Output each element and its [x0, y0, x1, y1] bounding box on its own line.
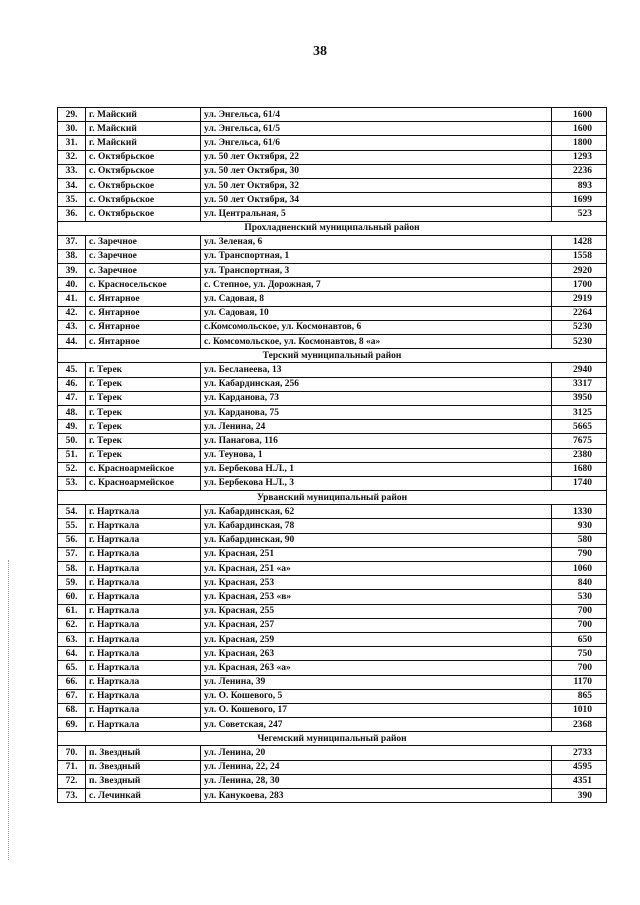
- row-number: 50.: [58, 434, 86, 448]
- settlement-cell: г. Нарткала: [86, 618, 201, 632]
- address-cell: ул. Красная, 259: [201, 632, 552, 646]
- settlement-cell: с. Янтарное: [86, 335, 201, 349]
- row-number: 60.: [58, 590, 86, 604]
- address-table: [57, 107, 607, 803]
- table-row: [58, 519, 607, 533]
- table-row: [58, 703, 607, 717]
- settlement-cell: г. Нарткала: [86, 576, 201, 590]
- row-number: 48.: [58, 405, 86, 419]
- settlement-cell: г. Терек: [86, 363, 201, 377]
- address-cell: ул. 50 лет Октября, 22: [201, 150, 552, 164]
- settlement-cell: г. Нарткала: [86, 647, 201, 661]
- address-cell: ул. Красная, 263: [201, 647, 552, 661]
- settlement-cell: г. Нарткала: [86, 632, 201, 646]
- row-number: 73.: [58, 789, 86, 803]
- address-cell: ул. Карданова, 75: [201, 405, 552, 419]
- row-number: 71.: [58, 760, 86, 774]
- district-name: Урванский муниципальный район: [58, 491, 607, 505]
- address-cell: с. Степное, ул. Дорожная, 7: [201, 278, 552, 292]
- table-row: [58, 377, 607, 391]
- table-row: [58, 320, 607, 334]
- settlement-cell: г. Нарткала: [86, 519, 201, 533]
- row-number: 51.: [58, 448, 86, 462]
- address-cell: ул. 50 лет Октября, 32: [201, 178, 552, 192]
- row-number: 44.: [58, 335, 86, 349]
- table-row: [58, 689, 607, 703]
- value-cell: 1010: [552, 703, 607, 717]
- value-cell: 5230: [552, 335, 607, 349]
- value-cell: 530: [552, 590, 607, 604]
- value-cell: 865: [552, 689, 607, 703]
- address-cell: ул. О. Кошевого, 5: [201, 689, 552, 703]
- address-cell: ул. Красная, 263 «а»: [201, 661, 552, 675]
- settlement-cell: г. Нарткала: [86, 718, 201, 732]
- row-number: 64.: [58, 647, 86, 661]
- address-cell: ул. 50 лет Октября, 30: [201, 164, 552, 178]
- row-number: 36.: [58, 207, 86, 221]
- settlement-cell: с. Красноармейское: [86, 462, 201, 476]
- table-body: [58, 108, 607, 803]
- table-row: [58, 505, 607, 519]
- value-cell: 4351: [552, 774, 607, 788]
- value-cell: 1293: [552, 150, 607, 164]
- address-cell: ул. Бербекова Н.Л., 3: [201, 476, 552, 490]
- address-cell: ул. Кабардинская, 78: [201, 519, 552, 533]
- value-cell: 3950: [552, 391, 607, 405]
- value-cell: 2380: [552, 448, 607, 462]
- value-cell: 3317: [552, 377, 607, 391]
- row-number: 53.: [58, 476, 86, 490]
- address-cell: ул. Панагова, 116: [201, 434, 552, 448]
- settlement-cell: с. Янтарное: [86, 306, 201, 320]
- row-number: 54.: [58, 505, 86, 519]
- row-number: 63.: [58, 632, 86, 646]
- settlement-cell: г. Нарткала: [86, 505, 201, 519]
- address-cell: ул. Красная, 257: [201, 618, 552, 632]
- table-row: [58, 448, 607, 462]
- district-header-row: [58, 491, 607, 505]
- address-cell: ул. Кабардинская, 90: [201, 533, 552, 547]
- value-cell: 1600: [552, 108, 607, 122]
- row-number: 62.: [58, 618, 86, 632]
- settlement-cell: г. Терек: [86, 405, 201, 419]
- settlement-cell: с. Октябрьское: [86, 164, 201, 178]
- table-row: [58, 136, 607, 150]
- row-number: 67.: [58, 689, 86, 703]
- address-cell: ул. Ленина, 24: [201, 420, 552, 434]
- value-cell: 1428: [552, 235, 607, 249]
- value-cell: 2264: [552, 306, 607, 320]
- row-number: 72.: [58, 774, 86, 788]
- settlement-cell: г. Терек: [86, 434, 201, 448]
- address-cell: ул. Энгельса, 61/4: [201, 108, 552, 122]
- address-cell: ул. Энгельса, 61/5: [201, 122, 552, 136]
- settlement-cell: г. Нарткала: [86, 689, 201, 703]
- table-row: [58, 420, 607, 434]
- value-cell: 2368: [552, 718, 607, 732]
- address-cell: ул. Ленина, 39: [201, 675, 552, 689]
- row-number: 31.: [58, 136, 86, 150]
- table-row: [58, 760, 607, 774]
- row-number: 66.: [58, 675, 86, 689]
- value-cell: 930: [552, 519, 607, 533]
- address-cell: ул. Зеленая, 6: [201, 235, 552, 249]
- table-row: [58, 122, 607, 136]
- row-number: 56.: [58, 533, 86, 547]
- value-cell: 700: [552, 618, 607, 632]
- value-cell: 1699: [552, 193, 607, 207]
- table-row: [58, 718, 607, 732]
- row-number: 38.: [58, 249, 86, 263]
- table-row: [58, 675, 607, 689]
- table-row: [58, 164, 607, 178]
- settlement-cell: с. Октябрьское: [86, 178, 201, 192]
- settlement-cell: г. Нарткала: [86, 590, 201, 604]
- value-cell: 2920: [552, 264, 607, 278]
- address-cell: с. Комсомольское, ул. Космонавтов, 8 «а»: [201, 335, 552, 349]
- value-cell: 790: [552, 547, 607, 561]
- settlement-cell: г. Майский: [86, 108, 201, 122]
- table-row: [58, 150, 607, 164]
- row-number: 32.: [58, 150, 86, 164]
- address-cell: ул. Советская, 247: [201, 718, 552, 732]
- row-number: 57.: [58, 547, 86, 561]
- row-number: 68.: [58, 703, 86, 717]
- table-row: [58, 108, 607, 122]
- district-name: Чегемский муниципальный район: [58, 732, 607, 746]
- address-cell: ул. Ленина, 22, 24: [201, 760, 552, 774]
- address-cell: ул. Красная, 253 «в»: [201, 590, 552, 604]
- value-cell: 1800: [552, 136, 607, 150]
- value-cell: 1170: [552, 675, 607, 689]
- table-row: [58, 632, 607, 646]
- table-row: [58, 278, 607, 292]
- value-cell: 840: [552, 576, 607, 590]
- settlement-cell: с. Октябрьское: [86, 150, 201, 164]
- value-cell: 700: [552, 604, 607, 618]
- district-header-row: [58, 221, 607, 235]
- table-row: [58, 193, 607, 207]
- value-cell: 5230: [552, 320, 607, 334]
- table-row: [58, 391, 607, 405]
- table-row: [58, 235, 607, 249]
- table-row: [58, 207, 607, 221]
- row-number: 59.: [58, 576, 86, 590]
- address-cell: ул. Красная, 255: [201, 604, 552, 618]
- settlement-cell: г. Нарткала: [86, 533, 201, 547]
- settlement-cell: с. Октябрьское: [86, 207, 201, 221]
- value-cell: 750: [552, 647, 607, 661]
- row-number: 69.: [58, 718, 86, 732]
- row-number: 55.: [58, 519, 86, 533]
- address-cell: ул. Транспортная, 1: [201, 249, 552, 263]
- settlement-cell: с. Заречное: [86, 264, 201, 278]
- address-cell: ул. Красная, 251 «а»: [201, 562, 552, 576]
- table-row: [58, 604, 607, 618]
- address-cell: ул. Бербекова Н.Л., 1: [201, 462, 552, 476]
- table-row: [58, 363, 607, 377]
- value-cell: 523: [552, 207, 607, 221]
- settlement-cell: с. Янтарное: [86, 320, 201, 334]
- settlement-cell: п. Звездный: [86, 760, 201, 774]
- address-cell: ул. Транспортная, 3: [201, 264, 552, 278]
- address-cell: ул. Садовая, 8: [201, 292, 552, 306]
- table-row: [58, 462, 607, 476]
- table-row: [58, 647, 607, 661]
- table-row: [58, 774, 607, 788]
- address-cell: ул. Бесланеева, 13: [201, 363, 552, 377]
- row-number: 43.: [58, 320, 86, 334]
- settlement-cell: с. Октябрьское: [86, 193, 201, 207]
- value-cell: 1558: [552, 249, 607, 263]
- settlement-cell: г. Майский: [86, 122, 201, 136]
- address-cell: ул. Кабардинская, 62: [201, 505, 552, 519]
- address-cell: ул. Энгельса, 61/6: [201, 136, 552, 150]
- settlement-cell: г. Майский: [86, 136, 201, 150]
- scan-margin-line: [8, 560, 10, 860]
- table-row: [58, 661, 607, 675]
- row-number: 37.: [58, 235, 86, 249]
- row-number: 65.: [58, 661, 86, 675]
- value-cell: 7675: [552, 434, 607, 448]
- row-number: 49.: [58, 420, 86, 434]
- value-cell: 5665: [552, 420, 607, 434]
- value-cell: 3125: [552, 405, 607, 419]
- table-row: [58, 590, 607, 604]
- value-cell: 650: [552, 632, 607, 646]
- table-row: [58, 562, 607, 576]
- settlement-cell: п. Звездный: [86, 774, 201, 788]
- settlement-cell: г. Нарткала: [86, 562, 201, 576]
- settlement-cell: с. Лечинкай: [86, 789, 201, 803]
- row-number: 34.: [58, 178, 86, 192]
- settlement-cell: г. Нарткала: [86, 703, 201, 717]
- value-cell: 390: [552, 789, 607, 803]
- address-cell: с.Комсомольское, ул. Космонавтов, 6: [201, 320, 552, 334]
- page-number: 38: [313, 44, 327, 59]
- row-number: 45.: [58, 363, 86, 377]
- address-cell: ул. Ленина, 20: [201, 746, 552, 760]
- value-cell: 4595: [552, 760, 607, 774]
- table-row: [58, 178, 607, 192]
- settlement-cell: с. Янтарное: [86, 292, 201, 306]
- district-header-row: [58, 732, 607, 746]
- row-number: 47.: [58, 391, 86, 405]
- value-cell: 2236: [552, 164, 607, 178]
- table-row: [58, 292, 607, 306]
- row-number: 42.: [58, 306, 86, 320]
- table-row: [58, 306, 607, 320]
- settlement-cell: г. Нарткала: [86, 661, 201, 675]
- table-row: [58, 476, 607, 490]
- table-row: [58, 618, 607, 632]
- settlement-cell: г. Нарткала: [86, 675, 201, 689]
- address-cell: ул. Канукоева, 283: [201, 789, 552, 803]
- row-number: 40.: [58, 278, 86, 292]
- address-cell: ул. Карданова, 73: [201, 391, 552, 405]
- value-cell: 700: [552, 661, 607, 675]
- row-number: 35.: [58, 193, 86, 207]
- row-number: 46.: [58, 377, 86, 391]
- table-row: [58, 335, 607, 349]
- district-name: Прохладненский муниципальный район: [58, 221, 607, 235]
- table-row: [58, 405, 607, 419]
- table-row: [58, 264, 607, 278]
- value-cell: 2940: [552, 363, 607, 377]
- address-cell: ул. Центральная, 5: [201, 207, 552, 221]
- value-cell: 2733: [552, 746, 607, 760]
- settlement-cell: с. Красноармейское: [86, 476, 201, 490]
- table-row: [58, 249, 607, 263]
- row-number: 30.: [58, 122, 86, 136]
- settlement-cell: г. Нарткала: [86, 604, 201, 618]
- settlement-cell: с. Красносельское: [86, 278, 201, 292]
- table-row: [58, 746, 607, 760]
- row-number: 58.: [58, 562, 86, 576]
- address-cell: ул. Красная, 253: [201, 576, 552, 590]
- table-row: [58, 789, 607, 803]
- value-cell: 1330: [552, 505, 607, 519]
- settlement-cell: г. Терек: [86, 420, 201, 434]
- settlement-cell: г. Терек: [86, 391, 201, 405]
- settlement-cell: с. Заречное: [86, 235, 201, 249]
- table-row: [58, 576, 607, 590]
- value-cell: 1680: [552, 462, 607, 476]
- value-cell: 893: [552, 178, 607, 192]
- address-cell: ул. Теунова, 1: [201, 448, 552, 462]
- row-number: 39.: [58, 264, 86, 278]
- table-row: [58, 547, 607, 561]
- settlement-cell: г. Терек: [86, 448, 201, 462]
- address-cell: ул. О. Кошевого, 17: [201, 703, 552, 717]
- table-row: [58, 533, 607, 547]
- value-cell: 1600: [552, 122, 607, 136]
- district-name: Терский муниципальный район: [58, 349, 607, 363]
- settlement-cell: п. Звездный: [86, 746, 201, 760]
- settlement-cell: с. Заречное: [86, 249, 201, 263]
- settlement-cell: г. Нарткала: [86, 547, 201, 561]
- settlement-cell: г. Терек: [86, 377, 201, 391]
- value-cell: 1700: [552, 278, 607, 292]
- row-number: 29.: [58, 108, 86, 122]
- address-cell: ул. Кабардинская, 256: [201, 377, 552, 391]
- address-cell: ул. 50 лет Октября, 34: [201, 193, 552, 207]
- value-cell: 1060: [552, 562, 607, 576]
- district-header-row: [58, 349, 607, 363]
- row-number: 70.: [58, 746, 86, 760]
- address-cell: ул. Садовая, 10: [201, 306, 552, 320]
- row-number: 52.: [58, 462, 86, 476]
- row-number: 41.: [58, 292, 86, 306]
- table-row: [58, 434, 607, 448]
- row-number: 33.: [58, 164, 86, 178]
- value-cell: 1740: [552, 476, 607, 490]
- value-cell: 2919: [552, 292, 607, 306]
- row-number: 61.: [58, 604, 86, 618]
- address-cell: ул. Ленина, 28, 30: [201, 774, 552, 788]
- value-cell: 580: [552, 533, 607, 547]
- address-cell: ул. Красная, 251: [201, 547, 552, 561]
